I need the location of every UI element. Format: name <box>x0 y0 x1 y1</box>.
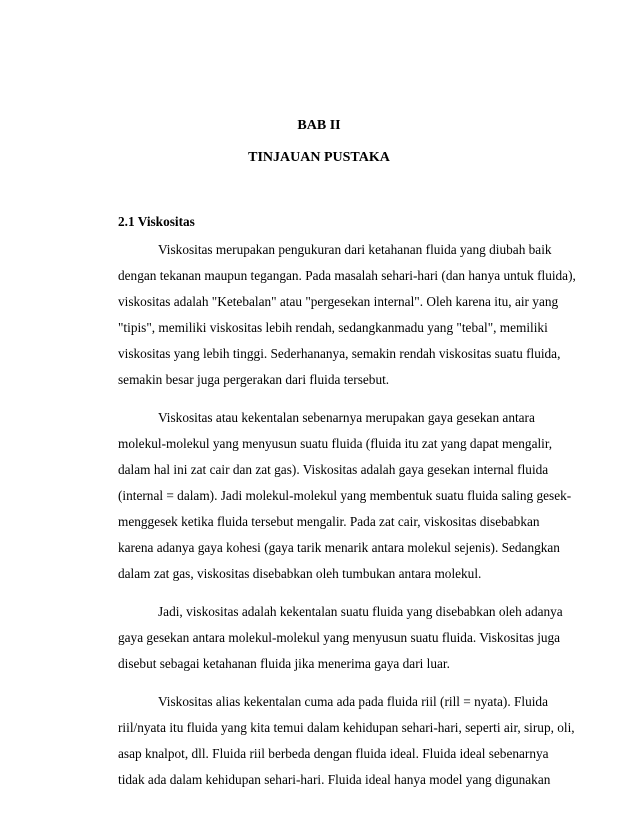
paragraph-1-line-4: "tipis", memiliki viskositas lebih rendah, sedangkanmadu yang "tebal", memiliki <box>118 320 548 335</box>
paragraph-2-line-2: molekul-molekul yang menyusun suatu fluida (fluida itu zat yang dapat mengalir, <box>118 436 553 451</box>
paragraph-1-line-5: viskositas yang lebih tinggi. Sederhananya, semakin rendah viskositas suatu fluida, <box>118 346 561 361</box>
paragraph-2-line-3: dalam hal ini zat cair dan zat gas). Viskositas adalah gaya gesekan internal fluida <box>118 462 549 477</box>
paragraph-2-line-4: (internal = dalam). Jadi molekul-molekul yang membentuk suatu fluida saling gesek- <box>118 488 572 503</box>
paragraph-1-line-6: semakin besar juga pergerakan dari fluida tersebut. <box>118 372 390 387</box>
chapter-title: TINJAUAN PUSTAKA <box>248 150 390 165</box>
paragraph-4-line-2: riil/nyata itu fluida yang kita temui dalam kehidupan sehari-hari, seperti air, sirup, oli, <box>118 720 575 735</box>
paragraph-4-line-1: Viskositas alias kekentalan cuma ada pada fluida riil (rill = nyata). Fluida <box>158 694 548 709</box>
paragraph-1-line-1: Viskositas merupakan pengukuran dari ketahanan fluida yang diubah baik <box>158 242 552 257</box>
paragraph-1-line-3: viskositas adalah "Ketebalan" atau "pergesekan internal". Oleh karena itu, air yang <box>118 294 559 309</box>
paragraph-3-line-1: Jadi, viskositas adalah kekentalan suatu fluida yang disebabkan oleh adanya <box>158 604 563 619</box>
paragraph-2-line-1: Viskositas atau kekentalan sebenarnya merupakan gaya gesekan antara <box>158 410 535 425</box>
paragraph-3-line-3: disebut sebagai ketahanan fluida jika menerima gaya dari luar. <box>118 656 450 671</box>
paragraph-3-line-2: gaya gesekan antara molekul-molekul yang menyusun suatu fluida. Viskositas juga <box>118 630 561 645</box>
chapter-number: BAB II <box>297 118 341 133</box>
paragraph-2-line-6: karena adanya gaya kohesi (gaya tarik menarik antara molekul sejenis). Sedangkan <box>118 540 560 555</box>
paragraph-1-line-2: dengan tekanan maupun tegangan. Pada masalah sehari-hari (dan hanya untuk fluida), <box>118 268 576 283</box>
paragraph-2-line-5: menggesek ketika fluida tersebut mengalir. Pada zat cair, viskositas disebabkan <box>118 514 540 529</box>
section-title: 2.1 Viskositas <box>118 214 195 229</box>
paragraph-4-line-4: tidak ada dalam kehidupan sehari-hari. Fluida ideal hanya model yang digunakan <box>118 772 551 787</box>
paragraph-2-line-7: dalam zat gas, viskositas disebabkan oleh tumbukan antara molekul. <box>118 566 482 581</box>
paragraph-4-line-3: asap knalpot, dll. Fluida riil berbeda dengan fluida ideal. Fluida ideal sebenarnya <box>118 746 549 761</box>
